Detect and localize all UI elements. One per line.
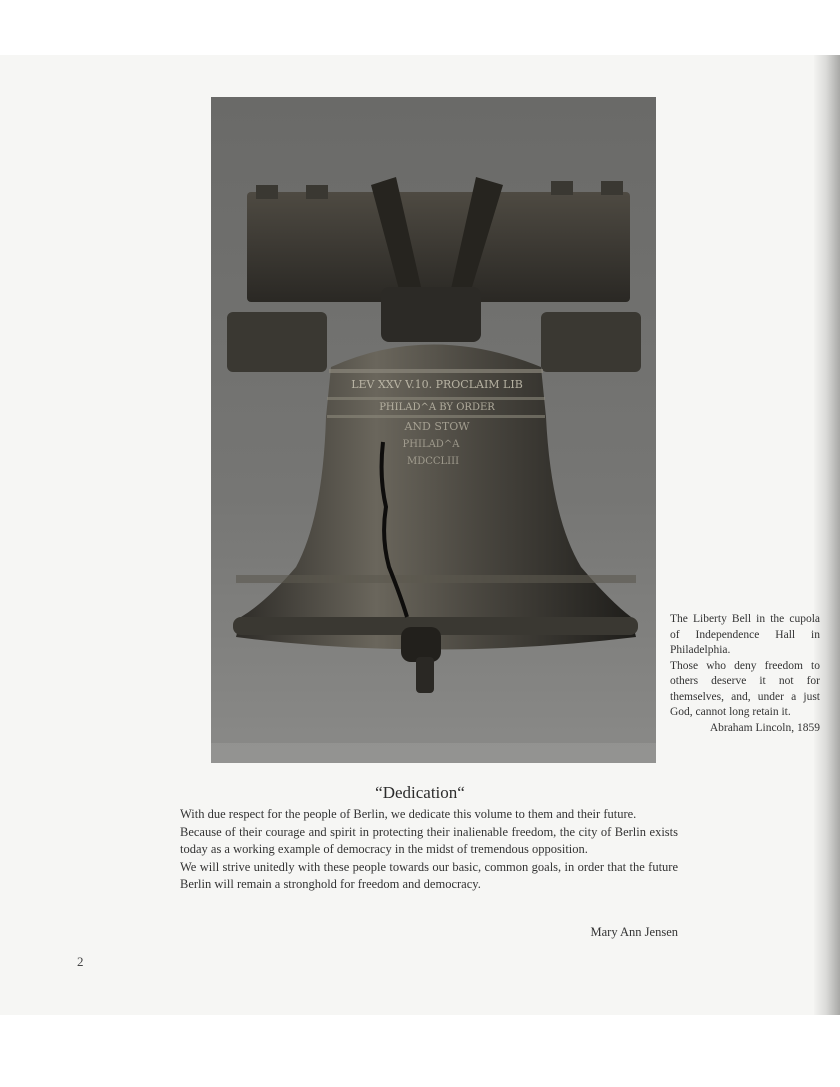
inscription-line-3: AND STOW	[404, 420, 470, 433]
inscription-band-1: LEV XXV V.10. PROCLAIM LIB	[351, 378, 523, 391]
liberty-bell-photo	[211, 97, 656, 763]
dedication-paragraph: Because of their courage and spirit in protecting their inalienable freedom, the city of Berlin exists today as a working example of democracy in the midst of tremendous opposition.	[180, 824, 678, 856]
dedication-signature: Mary Ann Jensen	[590, 925, 678, 939]
page-top-margin	[0, 0, 840, 55]
caption-description: The Liberty Bell in the cupola of Independence Hall in Philadelphia.	[670, 613, 820, 656]
page-number: 2	[77, 954, 84, 969]
bell-clapper	[401, 627, 441, 662]
book-spine-shadow	[814, 55, 840, 1017]
inscription-line-5: MDCCLIII	[406, 456, 460, 467]
caption-quote: Those who deny freedom to others deserve it not for themselves, and, under a just God, cannot long retain it.	[670, 659, 820, 718]
inscription-band-2: PHILAD^A BY ORDER	[379, 402, 495, 413]
dedication-title: “Dedication“	[375, 783, 465, 802]
page-bottom-margin	[0, 1015, 840, 1087]
inscription-line-4: PHILAD^A	[402, 439, 460, 450]
dedication-body	[180, 806, 678, 894]
caption-attribution: Abraham Lincoln, 1859	[709, 721, 820, 734]
photo-caption	[670, 612, 820, 736]
dedication-paragraph: We will strive unitedly with these people towards our basic, common goals, in order that the future Berlin will remain a stronghold for freedom and democracy.	[180, 859, 678, 891]
bell-crown	[381, 287, 481, 342]
dedication-paragraph: With due respect for the people of Berlin, we dedicate this volume to them and their future.	[180, 807, 637, 821]
